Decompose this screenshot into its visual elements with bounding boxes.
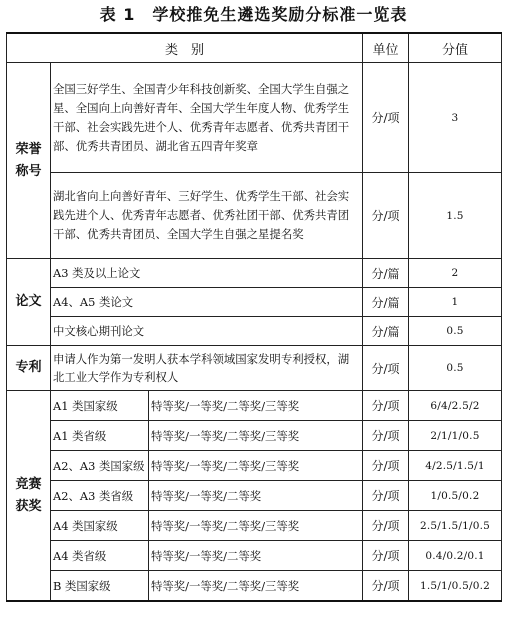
score-cell: 4/2.5/1.5/1 <box>409 451 502 481</box>
unit-cell: 分/项 <box>363 346 409 391</box>
table-title: 表 1 学校推免生遴选奖励分标准一览表 <box>99 5 408 24</box>
unit-cell: 分/项 <box>363 571 409 602</box>
category-competition: 竞赛 获奖 <box>7 391 51 602</box>
table-row <box>7 173 502 259</box>
award-levels: 特等奖/一等奖/二等奖/三等奖 <box>149 391 363 421</box>
unit-cell: 分/项 <box>363 511 409 541</box>
table-row <box>7 346 502 391</box>
unit-cell: 分/项 <box>363 391 409 421</box>
unit-cell: 分/项 <box>363 451 409 481</box>
score-cell: 1.5/1/0.5/0.2 <box>409 571 502 602</box>
score-cell: 3 <box>409 63 502 173</box>
score-cell: 2.5/1.5/1/0.5 <box>409 511 502 541</box>
category-patent: 专利 <box>7 346 51 391</box>
award-levels: 特等奖/一等奖/二等奖 <box>149 481 363 511</box>
award-levels: 特等奖/一等奖/二等奖 <box>149 541 363 571</box>
score-cell: 2 <box>409 259 502 288</box>
paper-type: A3 类及以上论文 <box>51 259 363 288</box>
unit-cell: 分/项 <box>363 421 409 451</box>
score-cell: 0.5 <box>409 317 502 346</box>
unit-cell: 分/项 <box>363 63 409 173</box>
header-category: 类 别 <box>7 33 363 63</box>
header-score: 分值 <box>409 33 502 63</box>
header-unit: 单位 <box>363 33 409 63</box>
unit-cell: 分/篇 <box>363 288 409 317</box>
score-cell: 0.5 <box>409 346 502 391</box>
table-row <box>7 288 502 317</box>
award-score-table <box>6 32 502 602</box>
competition-type: A1 类省级 <box>51 421 149 451</box>
score-cell: 2/1/1/0.5 <box>409 421 502 451</box>
table-row <box>7 259 502 288</box>
honor-description: 全国三好学生、全国青少年科技创新奖、全国大学生自强之星、全国向上向善好青年、全国大学生年度人物、优秀学生干部、社会实践先进个人、优秀青年志愿者、优秀共青团干部、优秀共青团员、湖北省五四青年奖章 <box>51 63 363 173</box>
competition-type: A4 类国家级 <box>51 511 149 541</box>
score-cell: 1.5 <box>409 173 502 259</box>
header-row <box>7 33 502 63</box>
award-levels: 特等奖/一等奖/二等奖/三等奖 <box>149 571 363 602</box>
competition-type: A2、A3 类国家级 <box>51 451 149 481</box>
unit-cell: 分/项 <box>363 541 409 571</box>
unit-cell: 分/篇 <box>363 259 409 288</box>
table-row <box>7 511 502 541</box>
table-row <box>7 63 502 173</box>
paper-type: 中文核心期刊论文 <box>51 317 363 346</box>
score-cell: 0.4/0.2/0.1 <box>409 541 502 571</box>
table-row <box>7 391 502 421</box>
table-row <box>7 541 502 571</box>
unit-cell: 分/篇 <box>363 317 409 346</box>
score-cell: 1 <box>409 288 502 317</box>
paper-type: A4、A5 类论文 <box>51 288 363 317</box>
table-row <box>7 421 502 451</box>
unit-cell: 分/项 <box>363 173 409 259</box>
patent-description: 申请人作为第一发明人获本学科领域国家发明专利授权，湖北工业大学作为专利权人 <box>51 346 363 391</box>
competition-type: A4 类省级 <box>51 541 149 571</box>
competition-type: A1 类国家级 <box>51 391 149 421</box>
table-row <box>7 451 502 481</box>
award-levels: 特等奖/一等奖/二等奖/三等奖 <box>149 511 363 541</box>
honor-description: 湖北省向上向善好青年、三好学生、优秀学生干部、社会实践先进个人、优秀青年志愿者、优秀社团干部、优秀共青团干部、优秀共青团员、全国大学生自强之星提名奖 <box>51 173 363 259</box>
competition-type: A2、A3 类省级 <box>51 481 149 511</box>
award-levels: 特等奖/一等奖/二等奖/三等奖 <box>149 421 363 451</box>
unit-cell: 分/项 <box>363 481 409 511</box>
category-honors: 荣誉 称号 <box>7 63 51 259</box>
table-row <box>7 571 502 602</box>
award-levels: 特等奖/一等奖/二等奖/三等奖 <box>149 451 363 481</box>
table-row <box>7 481 502 511</box>
competition-type: B 类国家级 <box>51 571 149 602</box>
category-papers: 论文 <box>7 259 51 346</box>
score-cell: 1/0.5/0.2 <box>409 481 502 511</box>
table-row <box>7 317 502 346</box>
score-cell: 6/4/2.5/2 <box>409 391 502 421</box>
